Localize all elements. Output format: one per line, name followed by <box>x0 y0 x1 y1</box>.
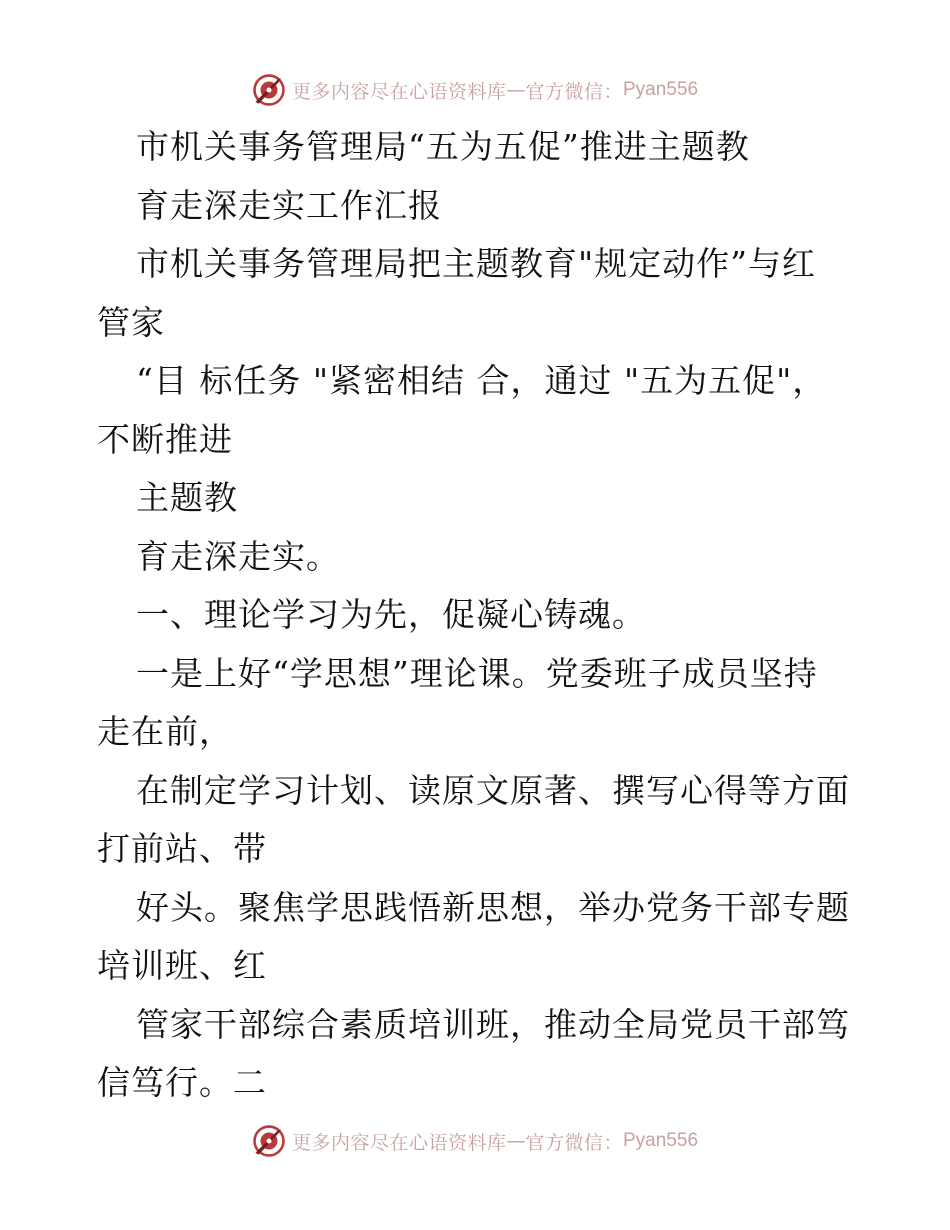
banner-contact: 官方微信： <box>525 1131 623 1154</box>
banner-id: Pyan556 <box>623 1130 699 1151</box>
quill-logo-icon <box>252 73 286 107</box>
document-body <box>97 118 867 1113</box>
paragraph-line: “目 标任务 "紧密相结 合，通过 "五为五促"， <box>136 361 827 400</box>
paragraph-line: 信笃行。二 <box>97 1063 267 1102</box>
paragraph-line: 市机关事务管理局把主题教育"规定动作”与红 <box>136 244 817 283</box>
paragraph-line: 一是上好“学思想”理论课。党委班子成员坚持 <box>136 653 818 693</box>
banner-text: 更多内容尽在心语资料库 <box>291 1131 507 1154</box>
paragraph-line: 主题教 <box>136 478 238 517</box>
banner-contact: 官方微信： <box>525 80 623 103</box>
paragraph-line: 不断推进 <box>97 419 233 459</box>
banner-separator: — <box>506 1130 526 1152</box>
paragraph-line: 打前站、带 <box>97 829 267 868</box>
document-title-line-1: 市机关事务管理局“五为五促”推进主题教 <box>136 127 750 166</box>
paragraph-line: 走在前， <box>97 712 233 751</box>
banner-separator: — <box>506 79 526 101</box>
banner-id: Pyan556 <box>623 79 699 100</box>
section-heading: 一、理论学习为先，促凝心铸魂。 <box>136 595 646 634</box>
paragraph-line: 管家 <box>97 302 165 342</box>
header-banner <box>0 70 950 110</box>
paragraph-line: 培训班、红 <box>97 946 267 985</box>
document-title-line-2: 育走深走实工作汇报 <box>136 185 442 225</box>
paragraph-line: 育走深走实。 <box>136 536 340 576</box>
banner-text: 更多内容尽在心语资料库 <box>291 80 507 103</box>
paragraph-line: 好头。聚焦学思践悟新思想，举办党务干部专题 <box>136 887 850 927</box>
paragraph-line: 在制定学习计划、读原文原著、撰写心得等方面 <box>136 770 850 810</box>
paragraph-line: 管家干部综合素质培训班，推动全局党员干部笃 <box>136 1004 850 1044</box>
footer-banner <box>0 1121 950 1161</box>
quill-logo-icon <box>252 1124 286 1158</box>
